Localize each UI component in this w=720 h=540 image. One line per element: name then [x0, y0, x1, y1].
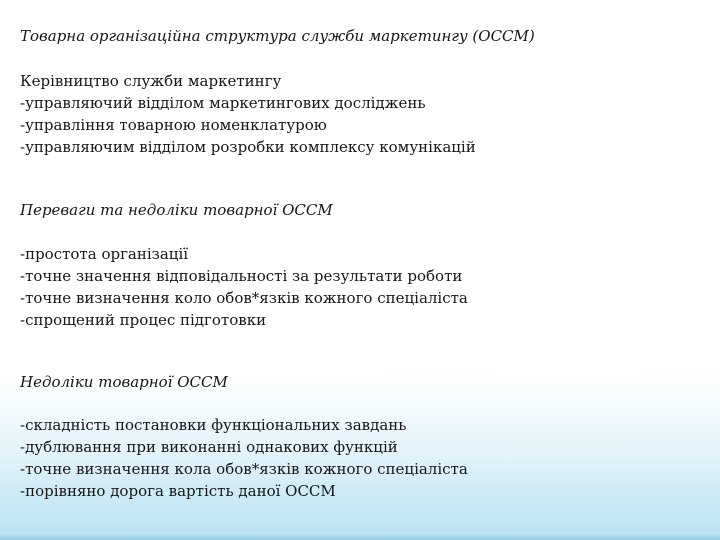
advantage-item: -простота організації: [20, 245, 189, 263]
management-heading: Керівництво служби маркетингу: [20, 72, 282, 90]
management-item: -управління товарною номенклатурою: [20, 116, 327, 134]
disadvantage-item: -дублювання при виконанні однакових функцій: [20, 438, 398, 456]
advantages-list: [20, 243, 468, 331]
management-list: [20, 70, 476, 158]
advantage-item: -спрощений процес підготовки: [20, 311, 267, 329]
disadvantage-item: -точне визначення кола обов*язків кожного спеціаліста: [20, 460, 468, 478]
advantage-item: -точне значення відповідальності за результати роботи: [20, 267, 463, 285]
advantage-item: -точне визначення коло обов*язків кожного спеціаліста: [20, 289, 468, 307]
management-item: -управляючим відділом розробки комплексу комунікацій: [20, 138, 476, 156]
bottom-shadow-decoration: [0, 534, 720, 540]
slide-title: Товарна організаційна структура служби маркетингу (ОССМ): [20, 27, 535, 45]
disadvantages-heading: Недоліки товарної ОССМ: [20, 373, 228, 391]
disadvantages-list: [20, 414, 468, 502]
management-item: -управляючий відділом маркетингових досліджень: [20, 94, 426, 112]
disadvantage-item: -складність постановки функціональних завдань: [20, 416, 407, 434]
disadvantage-item: -порівняно дорога вартість даної ОССМ: [20, 482, 336, 500]
advantages-heading: Переваги та недоліки товарної ОССМ: [20, 201, 333, 219]
